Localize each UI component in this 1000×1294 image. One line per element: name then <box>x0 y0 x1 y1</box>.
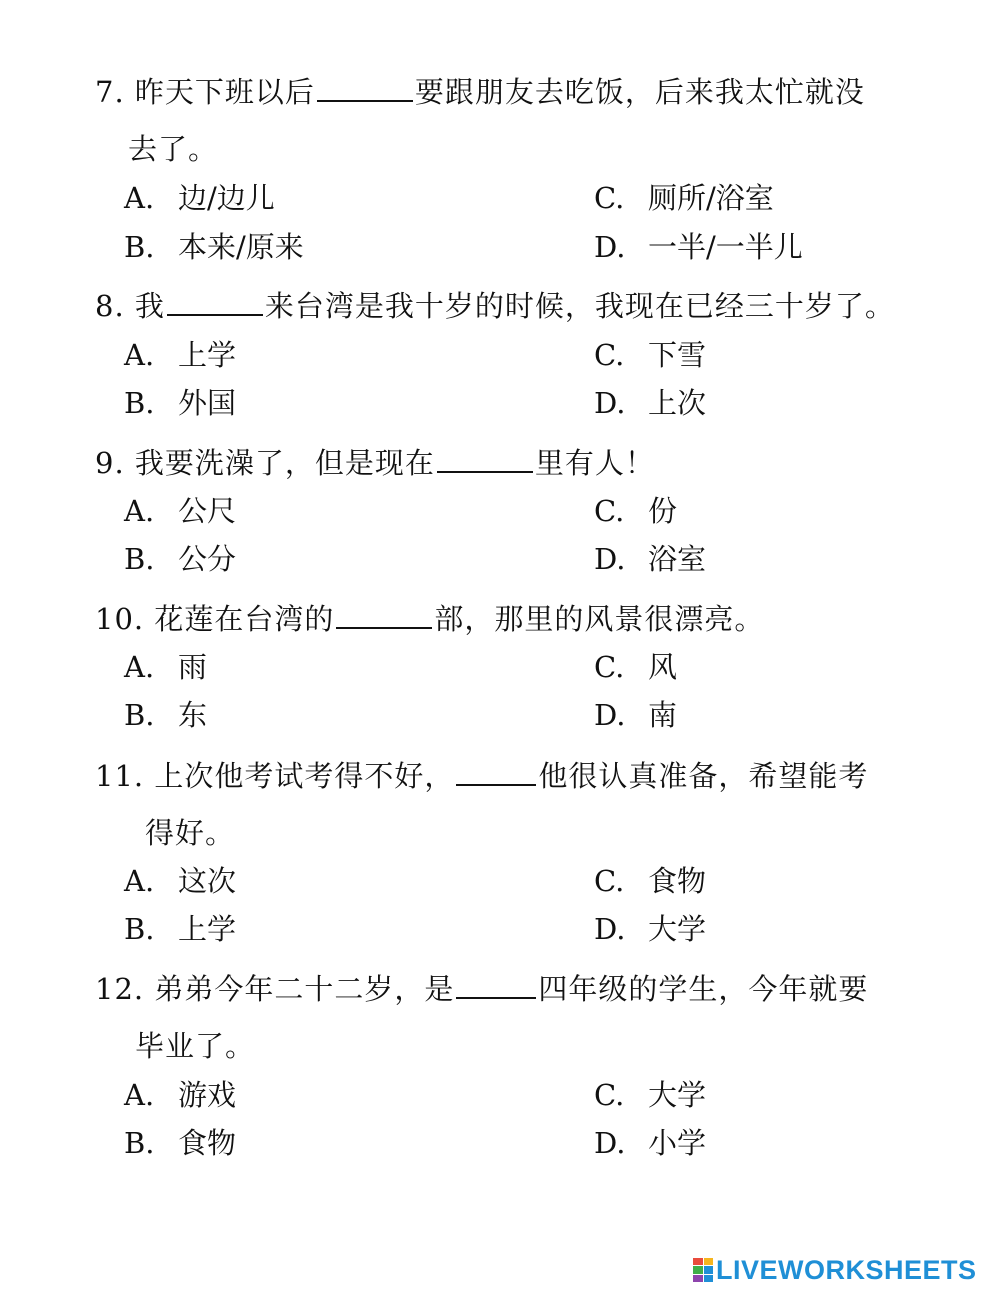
option-letter: A. <box>124 1078 155 1112</box>
option-text: 份 <box>648 494 678 528</box>
option-text: 风 <box>648 650 678 684</box>
option-text: 边/边儿 <box>178 181 275 215</box>
question-text-after: 里有人！ <box>534 446 655 480</box>
question-number: 11. <box>95 759 145 793</box>
answer-blank[interactable] <box>437 447 533 473</box>
option-text: 厕所/浴室 <box>648 181 774 215</box>
question-number: 12. <box>95 972 145 1006</box>
question-text-after: 要跟朋友去吃饭，后来我太忙就没 <box>414 75 865 109</box>
question-text-before: 昨天下班以后 <box>134 75 315 109</box>
question-11-continuation: 得好。 <box>145 816 236 850</box>
option-letter: D. <box>594 912 626 946</box>
option-text: 大学 <box>648 1078 707 1112</box>
question-number: 10. <box>95 602 145 636</box>
option-12-b[interactable] <box>124 1128 236 1158</box>
option-10-d[interactable] <box>594 700 677 730</box>
option-letter: D. <box>594 1126 626 1160</box>
option-8-d[interactable] <box>594 388 706 418</box>
question-12-continuation: 毕业了。 <box>135 1029 256 1063</box>
question-text-after: 四年级的学生，今年就要 <box>538 972 869 1006</box>
option-8-a[interactable] <box>124 340 236 370</box>
option-letter: D. <box>594 230 626 264</box>
option-text: 小学 <box>648 1126 707 1160</box>
option-text: 东 <box>178 698 208 732</box>
option-letter: C. <box>594 181 625 215</box>
question-text-before: 我 <box>134 289 165 323</box>
logo-text: LIVEWORKSHEETS <box>716 1254 977 1285</box>
option-letter: D. <box>594 542 626 576</box>
option-text: 公尺 <box>178 494 237 528</box>
option-11-d[interactable] <box>594 914 706 944</box>
question-7-continuation: 去了。 <box>128 132 219 166</box>
option-letter: B. <box>124 698 155 732</box>
option-text: 雨 <box>178 650 208 684</box>
option-9-a[interactable] <box>124 496 236 526</box>
option-9-c[interactable] <box>594 496 677 526</box>
question-text-before: 我要洗澡了，但是现在 <box>134 446 435 480</box>
option-text: 游戏 <box>178 1078 237 1112</box>
option-text: 外国 <box>178 386 237 420</box>
option-letter: B. <box>124 542 155 576</box>
option-8-b[interactable] <box>124 388 236 418</box>
option-text: 上次 <box>648 386 707 420</box>
question-12 <box>95 973 868 1004</box>
option-text: 浴室 <box>648 542 707 576</box>
option-10-c[interactable] <box>594 652 677 682</box>
option-text: 食物 <box>178 1126 237 1160</box>
question-text-before: 上次他考试考得不好， <box>154 759 455 793</box>
question-text-after: 来台湾是我十岁的时候，我现在已经三十岁了。 <box>264 289 895 323</box>
option-8-c[interactable] <box>594 340 706 370</box>
option-text: 一半/一半儿 <box>648 230 803 264</box>
option-11-b[interactable] <box>124 914 236 944</box>
option-11-c[interactable] <box>594 866 706 896</box>
question-8 <box>95 290 895 321</box>
answer-blank[interactable] <box>317 76 413 102</box>
option-9-d[interactable] <box>594 544 706 574</box>
liveworksheets-logo[interactable] <box>693 1254 977 1286</box>
answer-blank[interactable] <box>167 290 263 316</box>
option-7-c[interactable] <box>594 183 774 213</box>
answer-blank[interactable] <box>456 973 536 999</box>
option-letter: D. <box>594 698 626 732</box>
question-9 <box>95 447 655 478</box>
option-text: 这次 <box>178 864 237 898</box>
option-letter: C. <box>594 650 625 684</box>
option-letter: B. <box>124 386 155 420</box>
option-12-a[interactable] <box>124 1080 236 1110</box>
option-letter: D. <box>594 386 626 420</box>
question-10 <box>95 603 764 634</box>
option-letter: A. <box>124 494 155 528</box>
option-text: 本来/原来 <box>178 230 304 264</box>
option-text: 上学 <box>178 912 237 946</box>
option-text: 食物 <box>648 864 707 898</box>
option-7-b[interactable] <box>124 232 304 262</box>
logo-icon <box>693 1258 713 1282</box>
option-letter: B. <box>124 912 155 946</box>
option-10-a[interactable] <box>124 652 207 682</box>
option-7-d[interactable] <box>594 232 803 262</box>
option-text: 公分 <box>178 542 237 576</box>
option-letter: C. <box>594 494 625 528</box>
option-letter: B. <box>124 230 155 264</box>
question-text-before: 弟弟今年二十二岁，是 <box>154 972 455 1006</box>
question-11 <box>95 760 868 791</box>
question-text-before: 花莲在台湾的 <box>154 602 335 636</box>
option-letter: A. <box>124 650 155 684</box>
option-11-a[interactable] <box>124 866 236 896</box>
option-letter: A. <box>124 864 155 898</box>
option-letter: A. <box>124 338 155 372</box>
option-text: 下雪 <box>648 338 707 372</box>
question-text-after: 部，那里的风景很漂亮。 <box>434 602 765 636</box>
question-text-after: 他很认真准备，希望能考 <box>538 759 869 793</box>
option-text: 大学 <box>648 912 707 946</box>
option-letter: A. <box>124 181 155 215</box>
option-letter: C. <box>594 864 625 898</box>
answer-blank[interactable] <box>456 760 536 786</box>
question-7 <box>95 76 865 107</box>
option-7-a[interactable] <box>124 183 275 213</box>
answer-blank[interactable] <box>336 603 432 629</box>
option-letter: C. <box>594 338 625 372</box>
option-text: 南 <box>648 698 678 732</box>
option-letter: C. <box>594 1078 625 1112</box>
option-10-b[interactable] <box>124 700 207 730</box>
option-text: 上学 <box>178 338 237 372</box>
option-12-d[interactable] <box>594 1128 706 1158</box>
option-12-c[interactable] <box>594 1080 706 1110</box>
question-number: 9. <box>95 446 125 480</box>
question-number: 7. <box>95 75 125 109</box>
question-number: 8. <box>95 289 125 323</box>
option-9-b[interactable] <box>124 544 236 574</box>
option-letter: B. <box>124 1126 155 1160</box>
